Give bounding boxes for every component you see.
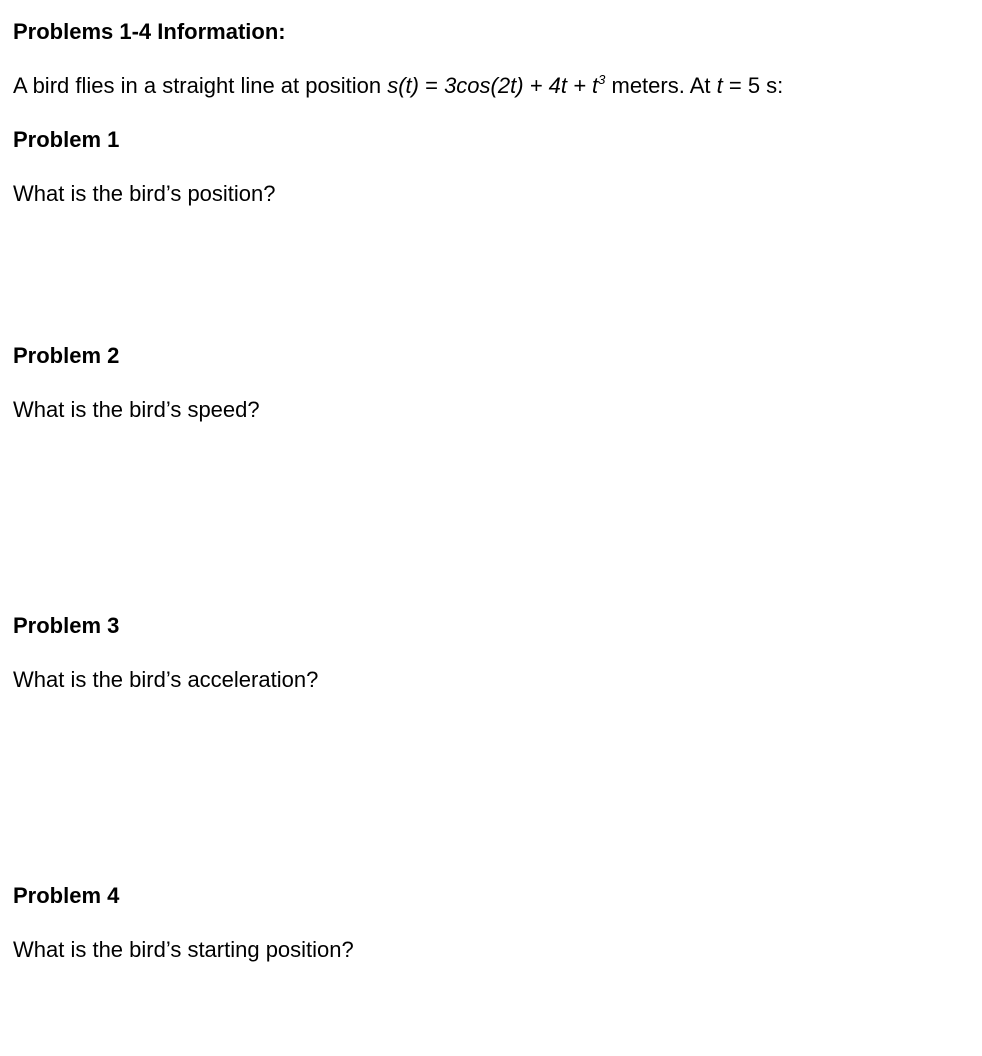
time-value: = 5 s: (722, 73, 784, 98)
exponent: 3 (598, 72, 606, 87)
problem-2-heading: Problem 2 (13, 343, 120, 368)
problem-3-question: What is the bird’s acceleration? (13, 667, 319, 692)
problem-1-question: What is the bird’s position? (13, 181, 276, 206)
problem-3-heading: Problem 3 (13, 613, 120, 638)
info-heading: Problems 1-4 Information: (13, 19, 286, 44)
statement-lead: A bird flies in a straight line at position (13, 73, 388, 98)
problem-2-question: What is the bird’s speed? (13, 397, 260, 422)
equals-sign: = (418, 73, 445, 98)
problem-statement (13, 73, 783, 99)
position-function-lhs: s(t) (387, 73, 419, 98)
problem-1-heading: Problem 1 (13, 127, 120, 152)
position-function-expression: 3cos(2t) + 4t + t (444, 73, 599, 98)
problem-4-question: What is the bird’s starting position? (13, 937, 354, 962)
problem-4-heading: Problem 4 (13, 883, 120, 908)
time-variable: t (716, 73, 723, 98)
units-text: meters. At (605, 73, 717, 98)
